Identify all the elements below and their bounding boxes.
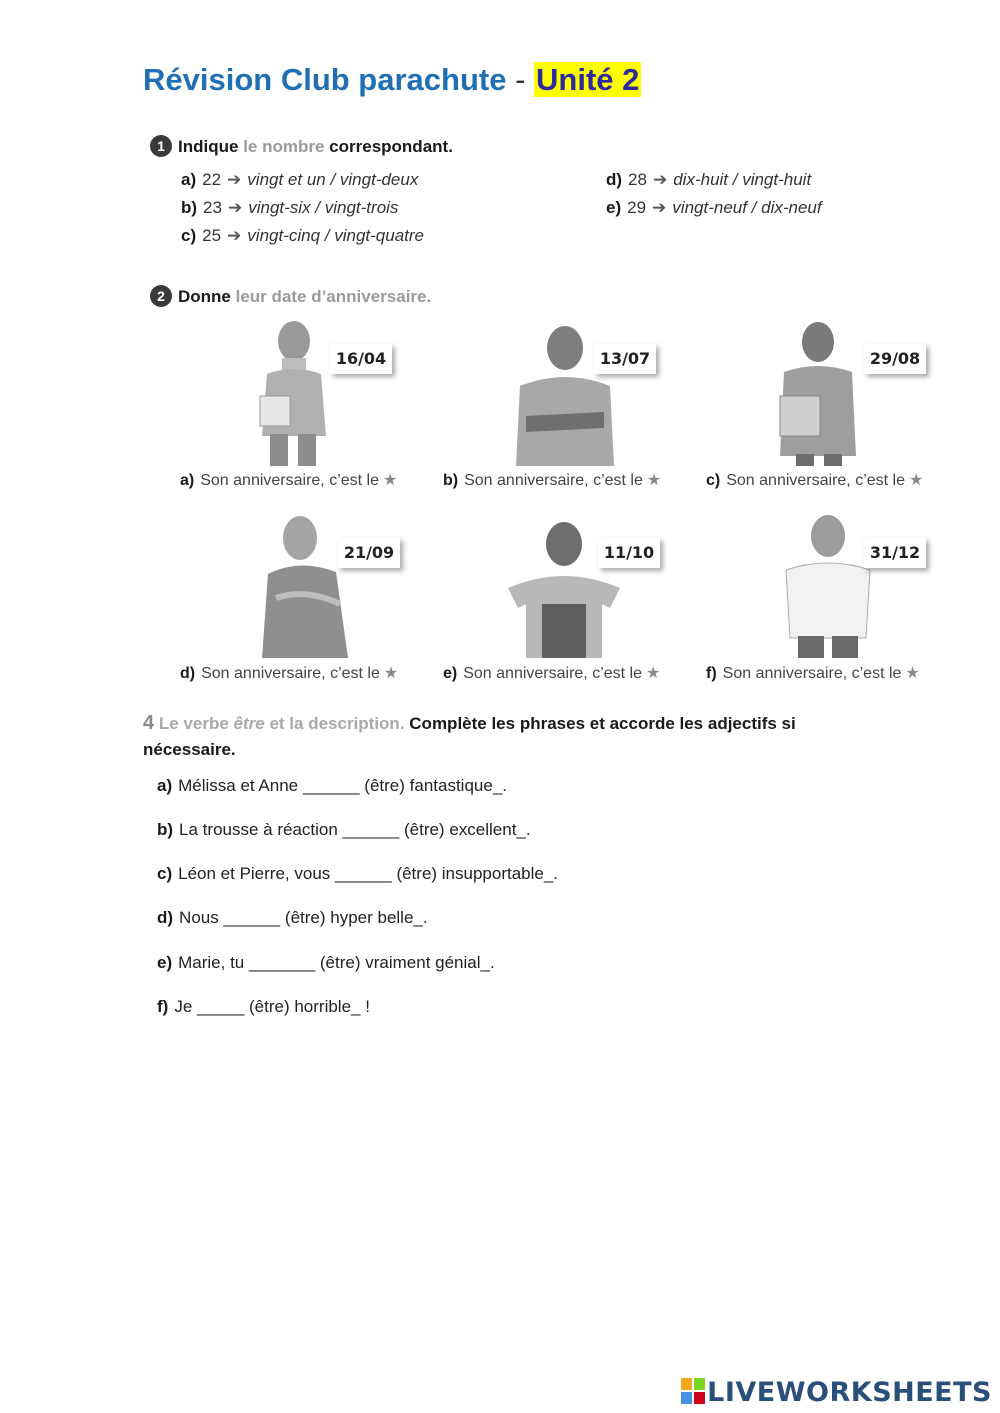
ex4-grey-b: et la description. [269,714,405,733]
arrow-icon: ➔ [227,226,242,245]
title-separator: - [515,62,526,97]
ex1-item-d [606,170,811,190]
date-tag-c: 29/08 [864,344,926,374]
item-label: e) [606,198,622,217]
ex2-heading-b: leur date d’anniversaire [235,287,427,306]
ex2-heading [150,285,431,307]
title-main: Révision Club parachute [143,62,507,97]
star-icon: ★ [905,665,920,682]
anniv-text: Son anniversaire, c’est le [464,472,643,489]
ex1-item-c [181,226,424,246]
star-icon: ★ [909,472,924,489]
ex4-instruction: Complète les phrases et accorde les adjectifs si nécessaire. [143,714,796,759]
anniv-sentence-b [443,470,661,490]
anniv-text: Son anniversaire, c’est le [722,665,902,682]
arrow-icon: ➔ [227,198,243,217]
item-label: f) [706,665,717,682]
ex4-sentence-e [157,953,495,973]
item-number: 23 [203,198,222,217]
date-tag-d: 21/09 [338,538,400,568]
arrow-icon: ➔ [652,170,668,189]
girl-photo [236,508,386,658]
ex2-heading-c: . [426,287,432,306]
item-label: f) [157,997,169,1016]
liveworksheets-logo [681,1377,992,1408]
item-number: 22 [202,170,222,189]
star-icon: ★ [383,472,398,489]
item-label: d) [157,908,174,927]
ex1-badge: 1 [150,135,172,157]
date-tag-f: 31/12 [864,538,926,568]
item-label: b) [157,820,174,839]
girl-photo [490,508,640,658]
anniv-text: Son anniversaire, c’est le [463,665,642,682]
item-options: vingt-neuf / dix-neuf [672,198,822,217]
item-options: vingt et un / vingt-deux [247,170,419,189]
date-tag-b: 13/07 [594,344,656,374]
sentence-text: Marie, tu _______ (être) vraiment génial_. [178,953,495,972]
item-number: 28 [628,170,647,189]
ex4-sentence-d [157,908,428,928]
boy-photo [744,316,894,466]
arrow-icon: ➔ [227,170,242,189]
sentence-text: Je _____ (être) horrible_ ! [174,997,370,1016]
anniv-sentence-d [180,663,398,683]
ex4-heading [143,710,883,763]
ex1-heading [150,135,453,157]
item-number: 29 [627,198,647,217]
ex2-badge: 2 [150,285,172,307]
ex1-heading-c: correspondant. [329,137,453,156]
liveworksheets-icon [681,1378,705,1404]
anniv-sentence-a [180,470,397,490]
star-icon: ★ [646,665,661,682]
star-icon: ★ [383,665,399,682]
anniv-sentence-e [443,663,660,683]
item-label: a) [180,472,195,489]
anniv-text: Son anniversaire, c’est le [726,472,905,489]
anniv-text: Son anniversaire, c’est le [200,472,379,489]
ex1-heading-b: le nombre [243,137,325,156]
arrow-icon: ➔ [652,198,667,217]
item-options: vingt-cinq / vingt-quatre [247,226,424,245]
brand-text: LIVEWORKSHEETS [707,1377,992,1408]
date-tag-a: 16/04 [330,344,392,374]
item-options: dix-huit / vingt-huit [673,170,812,189]
boy-photo [750,508,900,658]
item-label: a) [157,776,173,795]
ex4-number: 4 [143,712,155,734]
item-label: b) [181,198,198,217]
item-label: e) [443,665,458,682]
item-label: b) [443,472,459,489]
date-tag-e: 11/10 [598,538,660,568]
item-label: d) [180,665,196,682]
ex4-sentence-a [157,776,507,796]
anniv-text: Son anniversaire, c’est le [201,665,380,682]
ex4-sentence-f [157,997,370,1017]
ex2-heading-a: Donne [178,287,231,306]
sentence-text: Léon et Pierre, vous ______ (être) insupportable_. [178,864,559,883]
anniv-sentence-c [706,470,923,490]
ex4-grey-a: Le verbe [158,714,229,733]
item-label: d) [606,170,623,189]
anniv-sentence-f [706,663,920,683]
item-label: e) [157,953,173,972]
sentence-text: La trousse à réaction ______ (être) excellent_. [179,820,531,839]
ex4-sentence-b [157,820,531,840]
boy-photo [490,316,640,466]
page-title [143,62,641,98]
title-unit: Unité 2 [536,62,640,97]
ex4-sentence-c [157,864,558,884]
item-label: c) [181,226,197,245]
ex1-item-a [181,170,418,190]
ex1-heading-a: Indique [178,137,239,156]
ex1-item-e [606,198,822,218]
item-label: a) [181,170,197,189]
item-label: c) [706,472,721,489]
ex4-grey-italic: être [233,714,265,733]
item-options: vingt-six / vingt-trois [248,198,399,217]
item-number: 25 [202,226,222,245]
sentence-text: Mélissa et Anne ______ (être) fantastique_. [178,776,508,795]
star-icon: ★ [646,472,662,489]
sentence-text: Nous ______ (être) hyper belle_. [179,908,428,927]
girl-photo [222,316,372,466]
ex1-item-b [181,198,398,218]
item-label: c) [157,864,173,883]
